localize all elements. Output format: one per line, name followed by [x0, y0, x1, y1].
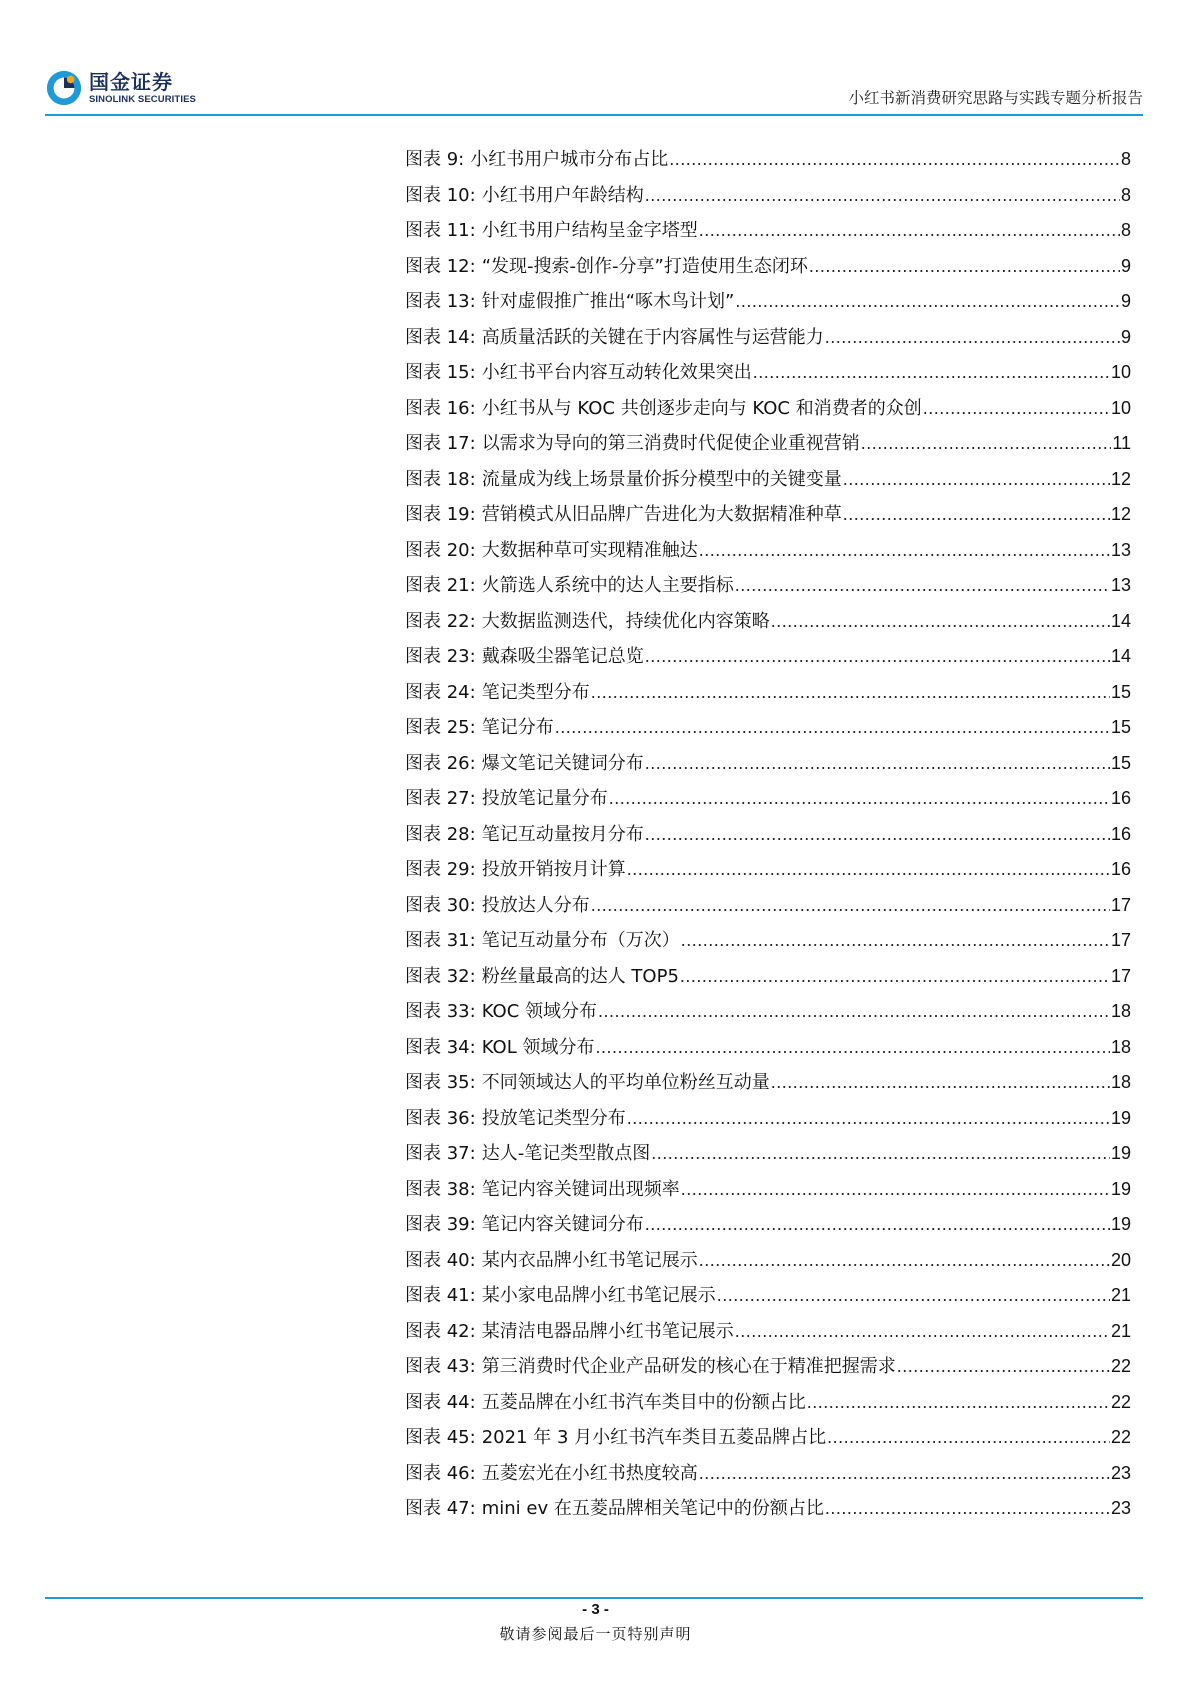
toc-entry-title: 笔记内容关键词分布 [481, 1214, 644, 1235]
toc-entry-title: 投放达人分布 [481, 894, 590, 916]
toc-dot-leader [825, 1498, 1110, 1519]
toc-entry[interactable] [405, 571, 1131, 607]
toc-dot-leader [645, 824, 1110, 845]
toc-entry[interactable] [405, 784, 1131, 820]
toc-entry-label: 图表 12: [405, 255, 476, 277]
toc-dot-leader [595, 1037, 1110, 1058]
toc-entry-label: 图表 22: [405, 610, 476, 632]
toc-dot-leader [861, 433, 1112, 454]
toc-dot-leader [825, 327, 1120, 348]
toc-entry-title: 某小家电品牌小红书笔记展示 [481, 1285, 716, 1306]
toc-entry-page: 22 [1110, 1391, 1131, 1412]
toc-entry-label: 图表 32: [405, 965, 476, 987]
toc-dot-leader [591, 682, 1110, 703]
toc-entry-label: 图表 29: [405, 859, 476, 880]
toc-entry[interactable] [405, 926, 1131, 962]
company-logo [45, 68, 219, 108]
toc-entry-title: 笔记分布 [481, 717, 554, 738]
toc-entry[interactable] [405, 1175, 1131, 1211]
toc-entry-title: 某内衣品牌小红书笔记展示 [481, 1249, 698, 1271]
toc-dot-leader [699, 1250, 1110, 1271]
toc-dot-leader [771, 1072, 1110, 1093]
toc-entry-page: 12 [1110, 468, 1131, 489]
toc-entry-title: 笔记内容关键词出现频率 [481, 1178, 680, 1200]
toc-entry-label: 图表 10: [405, 184, 476, 206]
toc-entry-title: 小红书平台内容互动转化效果突出 [481, 362, 752, 383]
toc-entry[interactable] [405, 642, 1131, 678]
toc-entry[interactable] [405, 891, 1131, 927]
toc-entry[interactable] [405, 1281, 1131, 1317]
toc-entry-title: 大数据监测迭代，持续优化内容策略 [481, 610, 770, 632]
toc-dot-leader [735, 575, 1110, 596]
toc-entry-title: 小红书用户年龄结构 [481, 184, 644, 206]
toc-dot-leader [598, 1001, 1110, 1022]
toc-entry[interactable] [405, 1104, 1131, 1140]
toc-dot-leader [591, 895, 1110, 916]
toc-entry-page: 22 [1110, 1356, 1131, 1376]
toc-entry-label: 图表 36: [405, 1107, 476, 1129]
toc-entry-title: 五菱宏光在小红书热度较高 [481, 1462, 698, 1484]
toc-entry[interactable] [405, 962, 1131, 998]
toc-entry-title: 小红书从与 KOC 共创逐步走向与 KOC 和消费者的众创 [481, 397, 922, 419]
toc-entry-label: 图表 21: [405, 575, 476, 596]
toc-entry-title: 达人-笔记类型散点图 [481, 1143, 651, 1164]
toc-dot-leader [843, 469, 1110, 490]
toc-entry-page: 9 [1120, 255, 1131, 276]
toc-entry-title: 粉丝量最高的达人 TOP5 [481, 965, 679, 987]
logo-name-en: SINOLINK SECURITIES [89, 93, 196, 105]
toc-dot-leader [699, 1463, 1110, 1484]
toc-entry-page: 13 [1110, 575, 1131, 595]
toc-dot-leader [807, 1392, 1110, 1413]
toc-dot-leader [645, 753, 1110, 774]
toc-entry[interactable] [405, 1139, 1131, 1175]
toc-entry-page: 23 [1110, 1498, 1131, 1518]
toc-entry-title: 营销模式从旧品牌广告进化为大数据精准种草 [481, 504, 842, 525]
toc-entry-title: 戴森吸尘器笔记总览 [481, 646, 644, 667]
toc-dot-leader [827, 1427, 1110, 1448]
toc-entry-label: 图表 46: [405, 1462, 476, 1484]
toc-entry-title: 某清洁电器品牌小红书笔记展示 [481, 1320, 734, 1342]
toc-entry[interactable] [405, 536, 1131, 572]
toc-entry-title: 投放笔记类型分布 [481, 1107, 626, 1129]
toc-entry-label: 图表 20: [405, 539, 476, 561]
toc-entry-page: 19 [1110, 1107, 1131, 1128]
toc-entry-title: 爆文笔记关键词分布 [481, 752, 644, 774]
toc-entry-page: 21 [1110, 1320, 1131, 1341]
toc-entry-title: 第三消费时代企业产品研发的核心在于精准把握需求 [481, 1356, 896, 1377]
toc-dot-leader [651, 1143, 1110, 1164]
toc-entry-title: 2021 年 3 月小红书汽车类目五菱品牌占比 [481, 1427, 827, 1448]
toc-entry[interactable] [405, 394, 1131, 430]
toc-entry[interactable] [405, 500, 1131, 536]
toc-entry-page: 8 [1120, 184, 1131, 205]
toc-dot-leader [627, 859, 1110, 880]
toc-entry-title: “发现-搜索-创作-分享”打造使用生态闭环 [481, 255, 808, 277]
toc-entry-page: 9 [1120, 291, 1131, 311]
toc-entry[interactable] [405, 323, 1131, 359]
toc-dot-leader [843, 504, 1110, 525]
toc-entry-label: 图表 45: [405, 1427, 476, 1448]
toc-entry[interactable] [405, 749, 1131, 785]
toc-dot-leader [717, 1285, 1110, 1306]
toc-entry[interactable] [405, 1033, 1131, 1069]
toc-entry-page: 18 [1110, 1001, 1131, 1021]
toc-entry-label: 图表 24: [405, 681, 476, 703]
header-divider [45, 114, 1143, 116]
toc-dot-leader [609, 788, 1110, 809]
toc-entry-page: 8 [1120, 149, 1131, 169]
toc-entry[interactable] [405, 1423, 1131, 1459]
toc-entry-label: 图表 9: [405, 149, 465, 170]
toc-entry-page: 17 [1110, 894, 1131, 915]
toc-entry-page: 10 [1110, 362, 1131, 382]
toc-entry[interactable] [405, 820, 1131, 856]
toc-entry-label: 图表 19: [405, 504, 476, 525]
toc-entry[interactable] [405, 358, 1131, 394]
toc-entry-label: 图表 31: [405, 930, 476, 951]
toc-entry-title: 不同领域达人的平均单位粉丝互动量 [481, 1072, 770, 1093]
toc-entry-label: 图表 26: [405, 752, 476, 774]
toc-entry-page: 12 [1110, 504, 1131, 524]
toc-entry[interactable] [405, 1068, 1131, 1104]
toc-entry-page: 15 [1110, 681, 1131, 702]
toc-entry[interactable] [405, 1459, 1131, 1495]
toc-dot-leader [645, 1214, 1110, 1235]
toc-entry[interactable] [405, 429, 1131, 465]
toc-dot-leader [699, 540, 1110, 561]
toc-entry-label: 图表 38: [405, 1178, 476, 1200]
toc-entry-label: 图表 41: [405, 1285, 476, 1306]
toc-entry-label: 图表 47: [405, 1498, 476, 1519]
toc-dot-leader [897, 1356, 1110, 1377]
toc-entry-label: 图表 17: [405, 433, 476, 454]
toc-entry-label: 图表 44: [405, 1391, 476, 1413]
toc-entry-title: 笔记互动量按月分布 [481, 823, 644, 845]
toc-dot-leader [735, 291, 1120, 312]
toc-entry-page: 19 [1110, 1143, 1131, 1163]
toc-entry[interactable] [405, 713, 1131, 749]
toc-entry-page: 19 [1110, 1178, 1131, 1199]
toc-entry[interactable] [405, 216, 1131, 252]
toc-entry-label: 图表 18: [405, 468, 476, 490]
toc-entry-title: 投放开销按月计算 [481, 859, 626, 880]
toc-entry-title: 大数据种草可实现精准触达 [481, 539, 698, 561]
toc-dot-leader [627, 1108, 1110, 1129]
toc-dot-leader [681, 930, 1110, 951]
toc-entry-label: 图表 28: [405, 823, 476, 845]
toc-dot-leader [923, 398, 1110, 419]
toc-entry-page: 17 [1110, 930, 1131, 950]
toc-entry-page: 23 [1110, 1462, 1131, 1483]
toc-entry-title: 笔记互动量分布（万次） [481, 930, 680, 951]
toc-entry[interactable] [405, 607, 1131, 643]
toc-entry-label: 图表 39: [405, 1214, 476, 1235]
toc-entry-label: 图表 27: [405, 788, 476, 809]
toc-entry[interactable] [405, 1388, 1131, 1424]
sinolink-logo-icon [45, 69, 83, 107]
toc-dot-leader [809, 256, 1120, 277]
toc-entry-page: 18 [1110, 1036, 1131, 1057]
toc-entry[interactable] [405, 1494, 1131, 1530]
toc-entry-title: 小红书用户城市分布占比 [470, 149, 669, 170]
page-header [45, 66, 1143, 112]
toc-entry-page: 16 [1110, 859, 1131, 879]
toc-entry-page: 8 [1120, 220, 1131, 240]
toc-entry-page: 15 [1110, 752, 1131, 773]
toc-entry-page: 21 [1110, 1285, 1131, 1305]
toc-entry-label: 图表 25: [405, 717, 476, 738]
toc-entry-title: 流量成为线上场景量价拆分模型中的关键变量 [481, 468, 842, 490]
toc-dot-leader [699, 220, 1120, 241]
toc-entry[interactable] [405, 145, 1131, 181]
toc-entry-page: 11 [1112, 433, 1131, 453]
toc-dot-leader [645, 646, 1110, 667]
toc-entry[interactable] [405, 1210, 1131, 1246]
toc-entry[interactable] [405, 1317, 1131, 1353]
toc-entry-title: 针对虚假推广推出“啄木鸟计划” [481, 291, 735, 312]
toc-entry-label: 图表 11: [405, 220, 476, 241]
logo-name-cn: 国金证券 [89, 69, 173, 94]
toc-entry-label: 图表 33: [405, 1001, 476, 1022]
toc-entry-title: KOC 领域分布 [481, 1001, 597, 1022]
toc-dot-leader [681, 1179, 1110, 1200]
toc-entry-page: 18 [1110, 1072, 1131, 1092]
toc-entry-page: 15 [1110, 717, 1131, 737]
page-number: - 3 - [582, 1601, 609, 1618]
logo-wordmark [89, 69, 196, 105]
toc-entry-label: 图表 14: [405, 326, 476, 348]
toc-entry[interactable] [405, 252, 1131, 288]
toc-entry-page: 22 [1110, 1427, 1131, 1447]
toc-entry-label: 图表 42: [405, 1320, 476, 1342]
footer-divider [45, 1597, 1143, 1599]
toc-entry-page: 9 [1120, 326, 1131, 347]
footer-disclaimer: 敬请参阅最后一页特别声明 [499, 1625, 692, 1643]
toc-entry-page: 10 [1110, 397, 1131, 418]
toc-entry-label: 图表 30: [405, 894, 476, 916]
toc-entry-page: 14 [1110, 610, 1131, 631]
toc-entry-page: 13 [1110, 539, 1131, 560]
toc-entry-page: 16 [1110, 823, 1131, 844]
toc-entry[interactable] [405, 678, 1131, 714]
toc-dot-leader [735, 1321, 1110, 1342]
toc-entry-label: 图表 35: [405, 1072, 476, 1093]
toc-entry-page: 17 [1110, 965, 1131, 986]
toc-entry[interactable] [405, 465, 1131, 501]
toc-entry-title: 投放笔记量分布 [481, 788, 608, 809]
toc-entry-page: 14 [1110, 646, 1131, 666]
toc-entry-title: 五菱品牌在小红书汽车类目中的份额占比 [481, 1391, 806, 1413]
toc-entry[interactable] [405, 181, 1131, 217]
toc-entry-title: 高质量活跃的关键在于内容属性与运营能力 [481, 326, 824, 348]
toc-dot-leader [771, 611, 1110, 632]
toc-entry-label: 图表 40: [405, 1249, 476, 1271]
toc-entry[interactable] [405, 1246, 1131, 1282]
toc-dot-leader [645, 185, 1120, 206]
toc-entry-label: 图表 23: [405, 646, 476, 667]
toc-entry-label: 图表 37: [405, 1143, 476, 1164]
toc-entry-label: 图表 43: [405, 1356, 476, 1377]
toc-entry[interactable] [405, 1352, 1131, 1388]
toc-dot-leader [753, 362, 1110, 383]
toc-entry[interactable] [405, 997, 1131, 1033]
toc-entry-title: 以需求为导向的第三消费时代促使企业重视营销 [481, 433, 860, 454]
toc-dot-leader [669, 149, 1120, 170]
toc-entry-title: 小红书用户结构呈金字塔型 [481, 220, 698, 241]
toc-entry-label: 图表 16: [405, 397, 476, 419]
report-title: 小红书新消费研究思路与实践专题分析报告 [848, 89, 1143, 107]
toc-entry-title: KOL 领域分布 [481, 1036, 595, 1058]
toc-entry[interactable] [405, 855, 1131, 891]
toc-entry-page: 20 [1110, 1249, 1131, 1270]
table-of-figures [405, 145, 1131, 1530]
toc-entry-label: 图表 34: [405, 1036, 476, 1058]
toc-entry[interactable] [405, 287, 1131, 323]
toc-entry-title: mini ev 在五菱品牌相关笔记中的份额占比 [481, 1498, 824, 1519]
toc-dot-leader [680, 966, 1110, 987]
toc-dot-leader [555, 717, 1110, 738]
toc-entry-label: 图表 15: [405, 362, 476, 383]
toc-entry-page: 16 [1110, 788, 1131, 808]
toc-entry-title: 火箭选人系统中的达人主要指标 [481, 575, 734, 596]
toc-entry-label: 图表 13: [405, 291, 476, 312]
toc-entry-title: 笔记类型分布 [481, 681, 590, 703]
toc-entry-page: 19 [1110, 1214, 1131, 1234]
